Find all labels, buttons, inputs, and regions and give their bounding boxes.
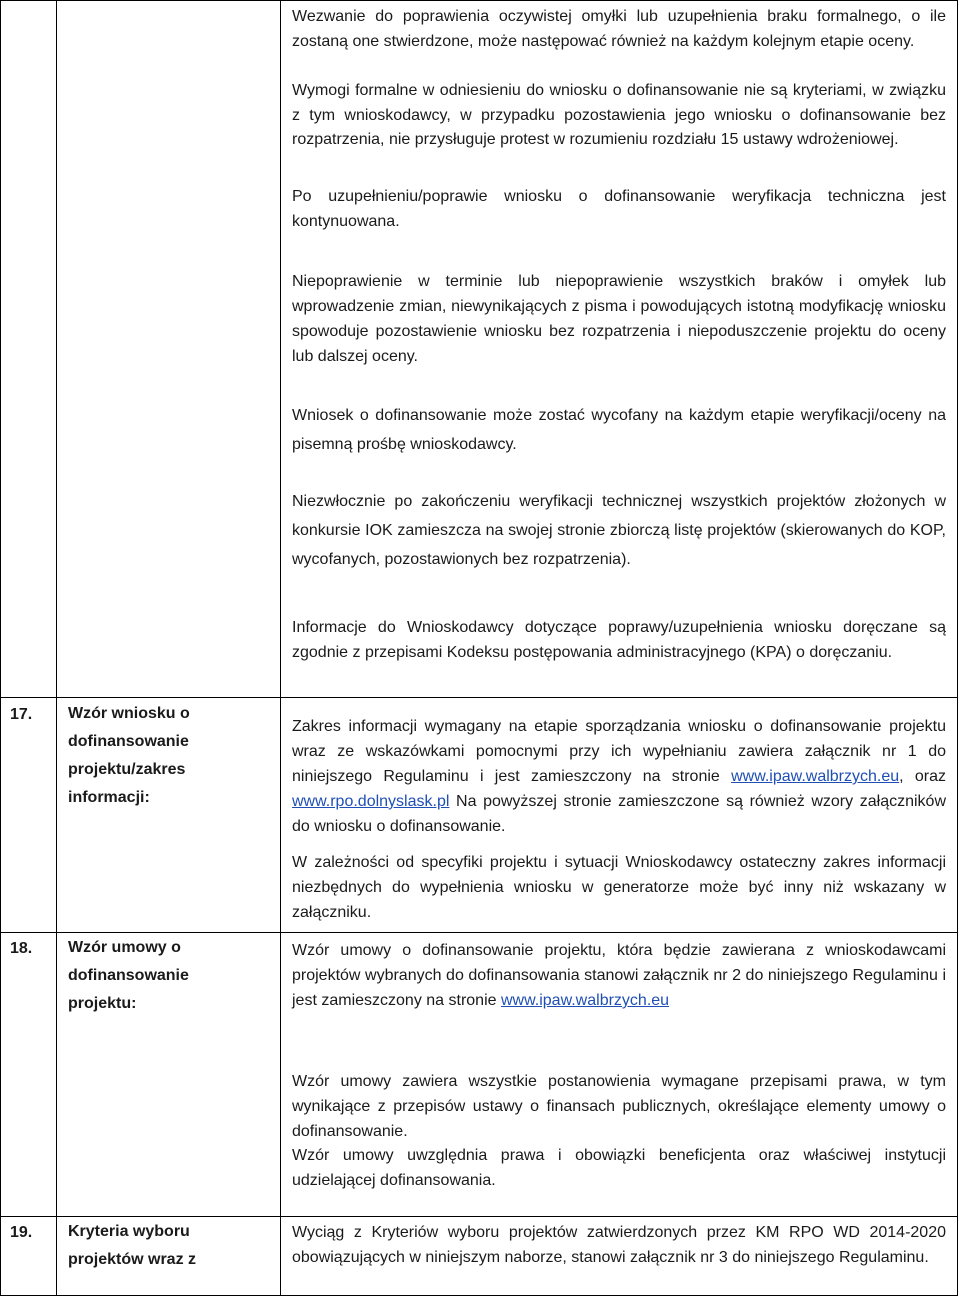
row-label-17 xyxy=(68,700,258,812)
table-border-col2 xyxy=(280,0,281,1296)
row-label-19-text: Kryteria wyboru projektów wraz z xyxy=(68,1223,197,1268)
row-label-18 xyxy=(68,934,258,1018)
paragraph-project-list: Niezwłocznie po zakończeniu weryfikacji technicznej wszystkich projektów złożonych w konkursie IOK zamieszcza na swojej stronie zbiorczą listę projektów (skierowanych do KOP, wycofanych, pozostawionych bez rozpatrzenia). xyxy=(292,493,946,568)
row-number-18: 18. xyxy=(10,940,33,957)
table-border-top xyxy=(0,0,957,1)
paragraph-contract-rights: Wzór umowy uwzględnia prawa i obowiązki beneficjenta oraz właściwej instytucji udzielającej dofinansowania. xyxy=(292,1147,946,1189)
row-label-19 xyxy=(68,1218,258,1274)
paragraph-application-template xyxy=(292,714,946,839)
application-template-text-mid: , oraz xyxy=(899,768,946,785)
paragraph-kpa-delivery: Informacje do Wnioskodawcy dotyczące poprawy/uzupełnienia wniosku doręczane są zgodnie z przepisami Kodeksu postępowania administracyjnego (KPA) o doręczaniu. xyxy=(292,619,946,661)
table-border-right xyxy=(957,0,958,1296)
paragraph-withdrawal: Wniosek o dofinansowanie może zostać wycofany na każdym etapie weryfikacji/oceny na pisemną prośbę wnioskodawcy. xyxy=(292,407,946,453)
application-template-text-start: Zakres informacji wymagany na etapie sporządzania wniosku o dofinansowanie projektu wraz ze wskazówkami pomocnymi przy ich wypełnianiu zawiera załącznik nr 1 do niniejszego Regulaminu i jest zamieszczony na stronie xyxy=(292,718,946,785)
paragraph-contract-template xyxy=(292,938,946,1013)
row-label-17-text: Wzór wniosku o dofinansowanie projektu/zakres informacji: xyxy=(68,705,190,806)
row-divider-18-19 xyxy=(0,1216,957,1217)
link-ipaw[interactable]: www.ipaw.walbrzych.eu xyxy=(731,768,900,785)
paragraph-generator-scope: W zależności od specyfiki projektu i sytuacji Wnioskodawcy ostateczny zakres informacji niezbędnych do wypełnienia wniosku w generatorze może być inny niż wskazany w załączniku. xyxy=(292,854,946,921)
row-divider-17-18 xyxy=(0,932,957,933)
table-border-left xyxy=(0,0,1,1296)
paragraph-contract-provisions: Wzór umowy zawiera wszystkie postanowienia wymagane przepisami prawa, w tym wynikające z przepisów ustawy o finansach publicznych, określające elementy umowy o dofinansowanie. xyxy=(292,1073,946,1140)
paragraph-verification-continued: Po uzupełnieniu/poprawie wniosku o dofinansowanie weryfikacja techniczna jest kontynuowana. xyxy=(292,188,946,230)
row-divider-16-17 xyxy=(0,697,957,698)
row-label-18-text: Wzór umowy o dofinansowanie projektu: xyxy=(68,939,189,1012)
table-border-col1 xyxy=(56,0,57,1296)
paragraph-formal-requirements: Wymogi formalne w odniesieniu do wniosku o dofinansowanie nie są kryteriami, w związku z tym wnioskodawcy, w przypadku pozostawienia jego wniosku o dofinansowanie bez rozpatrzenia, nie przysługuje protest w rozumieniu rozdziału 15 ustawy wdrożeniowej. xyxy=(292,82,946,148)
row-number-17: 17. xyxy=(10,706,33,723)
table-border-bottom xyxy=(0,1295,957,1296)
paragraph-selection-criteria: Wyciąg z Kryteriów wyboru projektów zatwierdzonych przez KM RPO WD 2014-2020 obowiązujących w niniejszym naborze, stanowi załącznik nr 3 do niniejszego Regulaminu. xyxy=(292,1224,946,1266)
link-ipaw-contract[interactable]: www.ipaw.walbrzych.eu xyxy=(500,992,670,1009)
paragraph-correction-notice: Wezwanie do poprawienia oczywistej omyłki lub uzupełnienia braku formalnego, o ile zostaną one stwierdzone, może następować również na każdym kolejnym etapie oceny. xyxy=(292,8,946,50)
contract-template-text: Wzór umowy o dofinansowanie projektu, która będzie zawierana z wnioskodawcami projektów wybranych do dofinansowania stanowi załącznik nr 2 do niniejszego Regulaminu i jest zamieszczony na stronie xyxy=(292,942,946,1009)
paragraph-no-correction: Niepoprawienie w terminie lub niepoprawienie wszystkich braków i omyłek lub wprowadzenie zmian, niewynikających z pisma i powodujących istotną modyfikację wniosku spowoduje pozostawienie wniosku bez rozpatrzenia i niepoduszczenie projektu do oceny lub dalszej oceny. xyxy=(292,273,946,365)
link-rpo-dolnyslask[interactable]: www.rpo.dolnyslask.pl xyxy=(292,793,450,810)
application-template-text-end: Na powyższej stronie zamieszczone są również wzory załączników do wniosku o dofinansowanie. xyxy=(292,793,946,835)
row-number-19: 19. xyxy=(10,1224,33,1241)
